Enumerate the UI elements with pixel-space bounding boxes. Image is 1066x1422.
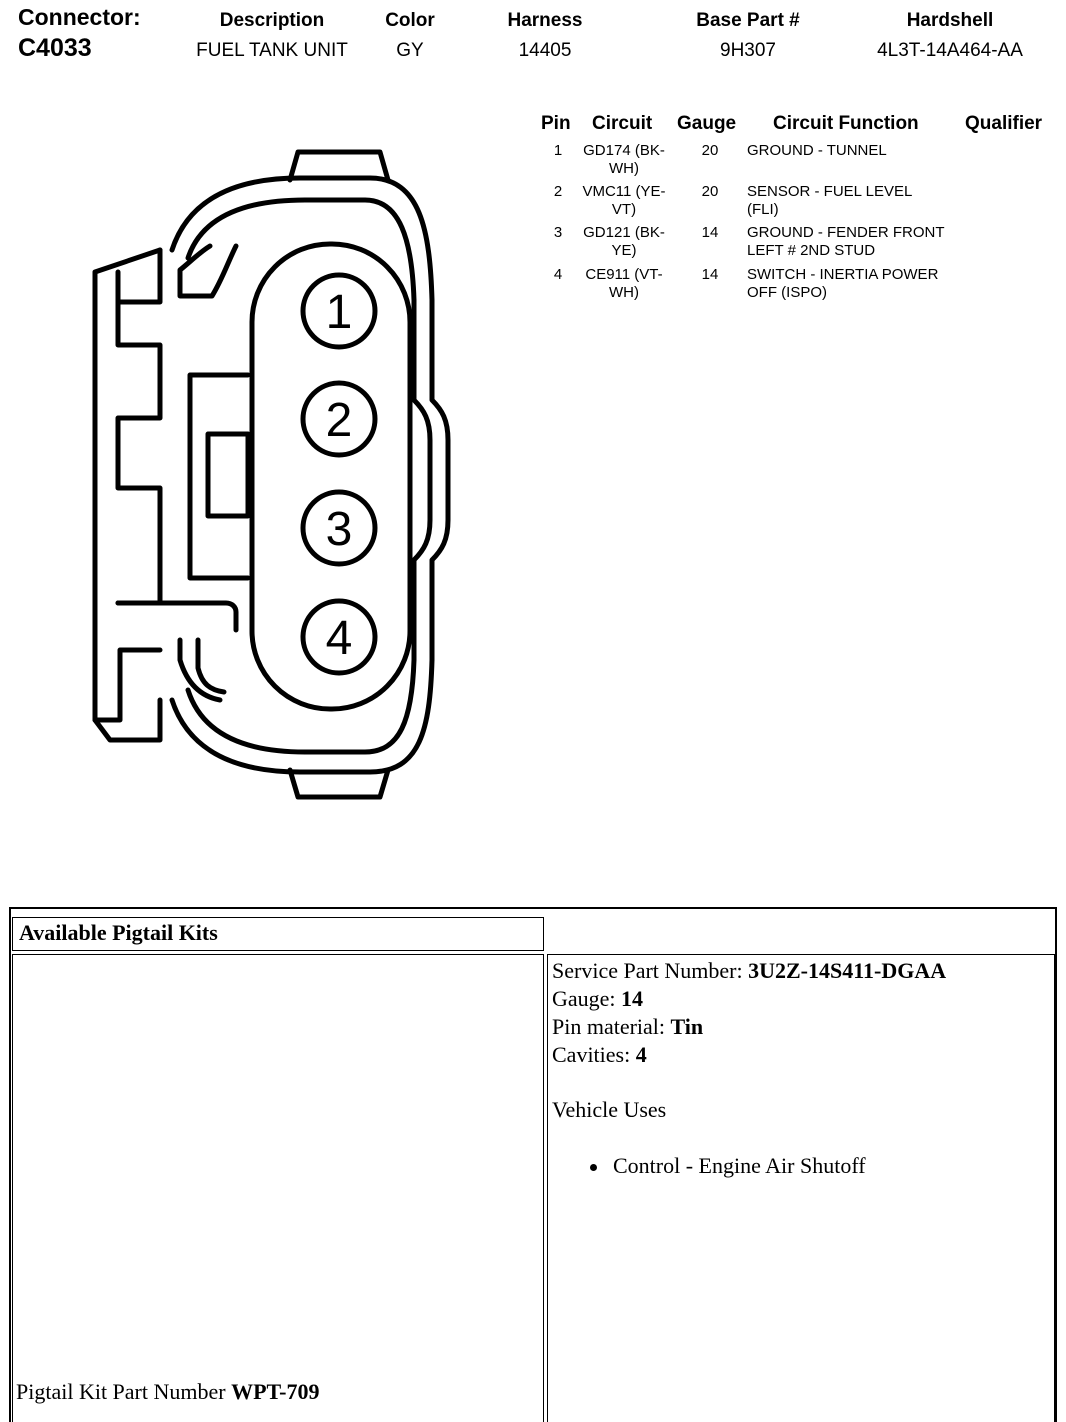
hardshell-value: 4L3T-14A464-AA xyxy=(877,40,1023,61)
gauge-cell: 14 xyxy=(701,266,719,283)
connector-id: C4033 xyxy=(18,34,92,62)
harness-label: Harness xyxy=(507,10,583,31)
pigtail-title-cell xyxy=(12,917,544,951)
pin-number: 3 xyxy=(553,224,563,241)
function-cell: GROUND - TUNNEL xyxy=(747,142,887,159)
circuit-cell: GD121 (BK- YE) xyxy=(583,224,665,259)
harness-value: 14405 xyxy=(518,40,572,61)
circuit-cell: VMC11 (YE- VT) xyxy=(582,183,666,218)
cavities: Cavities: 4 xyxy=(552,1042,647,1067)
pin-header: Pin xyxy=(541,113,571,134)
color-label: Color xyxy=(385,10,435,31)
pin-number: 4 xyxy=(553,266,563,283)
cavity-number: 1 xyxy=(325,286,353,339)
circuit-cell: GD174 (BK- WH) xyxy=(583,142,665,177)
pin-number: 1 xyxy=(553,142,563,159)
pigtail-title: Available Pigtail Kits xyxy=(19,920,218,945)
description-value: FUEL TANK UNIT xyxy=(196,40,348,61)
base-part-value: 9H307 xyxy=(720,40,776,61)
gauge-cell: 20 xyxy=(701,142,719,159)
circuit-header: Circuit xyxy=(592,113,653,134)
color-value: GY xyxy=(396,40,424,61)
gauge-cell: 14 xyxy=(701,224,719,241)
circuit-cell: CE911 (VT- WH) xyxy=(585,266,663,301)
pigtail-details xyxy=(552,957,946,1124)
function-cell: SWITCH - INERTIA POWER OFF (ISPO) xyxy=(747,266,939,301)
service-part-number: Service Part Number: 3U2Z-14S411-DGAA xyxy=(552,958,947,983)
vehicle-use-item: Control - Engine Air Shutoff xyxy=(613,1153,866,1178)
cavity-number: 4 xyxy=(325,612,353,665)
circuit-function-header: Circuit Function xyxy=(773,113,919,134)
connector-label: Connector: xyxy=(18,4,141,30)
description-label: Description xyxy=(219,10,325,31)
hardshell-label: Hardshell xyxy=(906,10,994,31)
cavity-number: 2 xyxy=(325,394,353,447)
gauge-cell: 20 xyxy=(701,183,719,200)
qualifier-header: Qualifier xyxy=(965,113,1043,134)
vehicle-uses-label: Vehicle Uses xyxy=(552,1097,667,1122)
bullet-icon xyxy=(590,1164,597,1171)
pin-number: 2 xyxy=(553,183,563,200)
pigtail-image-cell xyxy=(12,954,544,1422)
gauge-header: Gauge xyxy=(677,113,737,134)
function-cell: SENSOR - FUEL LEVEL (FLI) xyxy=(747,183,913,218)
pigtail-kit-part: Pigtail Kit Part Number WPT-709 xyxy=(16,1379,320,1404)
pin-material: Pin material: Tin xyxy=(552,1014,704,1039)
base-part-label: Base Part # xyxy=(696,10,800,31)
function-cell: GROUND - FENDER FRONT LEFT # 2ND STUD xyxy=(747,224,945,259)
cavity-number: 3 xyxy=(325,503,353,556)
connector-face-diagram xyxy=(0,0,560,830)
pigtail-gauge: Gauge: 14 xyxy=(552,986,644,1011)
